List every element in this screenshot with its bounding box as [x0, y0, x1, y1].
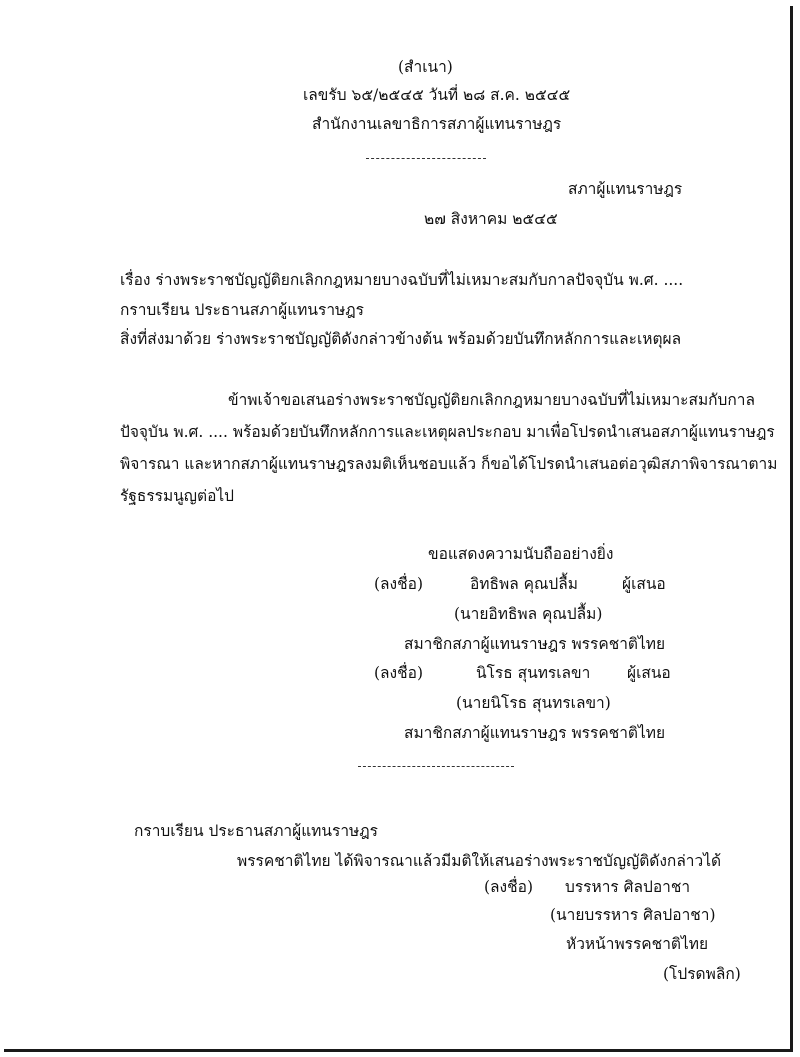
sign-label: (ลงชื่อ): [374, 575, 423, 593]
endorsement-text: พรรคชาติไทย ได้พิจารณาแล้วมีมติให้เสนอร่างพระราชบัญญัติดังกล่าวได้: [237, 852, 722, 870]
receipt-line: เลขรับ ๖๕/๒๕๔๕ วันที่ ๒๘ ส.ค. ๒๕๔๕: [303, 86, 571, 104]
sign-label: (ลงชื่อ): [374, 664, 423, 682]
endorsement-signer-name: บรรหาร ศิลปอาชา: [565, 878, 691, 896]
copy-label: (สำเนา): [398, 58, 453, 76]
signer-role: ผู้เสนอ: [627, 664, 671, 682]
turn-page-note: (โปรดพลิก): [663, 965, 741, 983]
body-line: ปัจจุบัน พ.ศ. .... พร้อมด้วยบันทึกหลักการและเหตุผลประกอบ มาเพื่อโปรดนำเสนอสภาผู้แทนราษฎร: [120, 423, 775, 441]
signer-name: อิทธิพล คุณปลื้ม: [470, 575, 578, 593]
signer-name: นิโรธ สุนทรเลขา: [476, 664, 591, 682]
endorsement-position: หัวหน้าพรรคชาติไทย: [566, 935, 709, 953]
header-divider: [366, 158, 486, 159]
endorsement-full-name: (นายบรรหาร ศิลปอาชา): [550, 906, 716, 924]
endorsement-salutation: กราบเรียน ประธานสภาผู้แทนราษฎร: [134, 822, 378, 840]
signer-full-name: (นายนิโรธ สุนทรเลขา): [456, 694, 611, 712]
signer-role: ผู้เสนอ: [622, 575, 666, 593]
office-name: สำนักงานเลขาธิการสภาผู้แทนราษฎร: [312, 115, 562, 133]
enclosure-line: สิ่งที่ส่งมาด้วย ร่างพระราชบัญญัติดังกล่าวข้างต้น พร้อมด้วยบันทึกหลักการและเหตุผล: [120, 330, 682, 348]
signature-divider: [358, 766, 514, 767]
body-line: ข้าพเจ้าขอเสนอร่างพระราชบัญญัติยกเลิกกฎหมายบางฉบับที่ไม่เหมาะสมกับกาล: [228, 391, 755, 409]
salutation-line: กราบเรียน ประธานสภาผู้แทนราษฎร: [120, 301, 364, 319]
signer-position: สมาชิกสภาผู้แทนราษฎร พรรคชาติไทย: [404, 635, 666, 653]
closing-line: ขอแสดงความนับถืออย่างยิ่ง: [428, 545, 614, 563]
signer-full-name: (นายอิทธิพล คุณปลื้ม): [454, 605, 603, 623]
signer-position: สมาชิกสภาผู้แทนราษฎร พรรคชาติไทย: [404, 724, 666, 742]
subject-line: เรื่อง ร่างพระราชบัญญัติยกเลิกกฎหมายบางฉบับที่ไม่เหมาะสมกับกาลปัจจุบัน พ.ศ. ....: [120, 271, 684, 289]
endorsement-sign-label: (ลงชื่อ): [484, 878, 533, 896]
document-date: ๒๗ สิงหาคม ๒๕๔๕: [424, 210, 558, 228]
body-line: รัฐธรรมนูญต่อไป: [120, 487, 235, 505]
recipient-org: สภาผู้แทนราษฎร: [568, 180, 683, 198]
body-line: พิจารณา และหากสภาผู้แทนราษฎรลงมติเห็นชอบแล้ว ก็ขอได้โปรดนำเสนอต่อวุฒิสภาพิจารณาตาม: [120, 455, 778, 473]
